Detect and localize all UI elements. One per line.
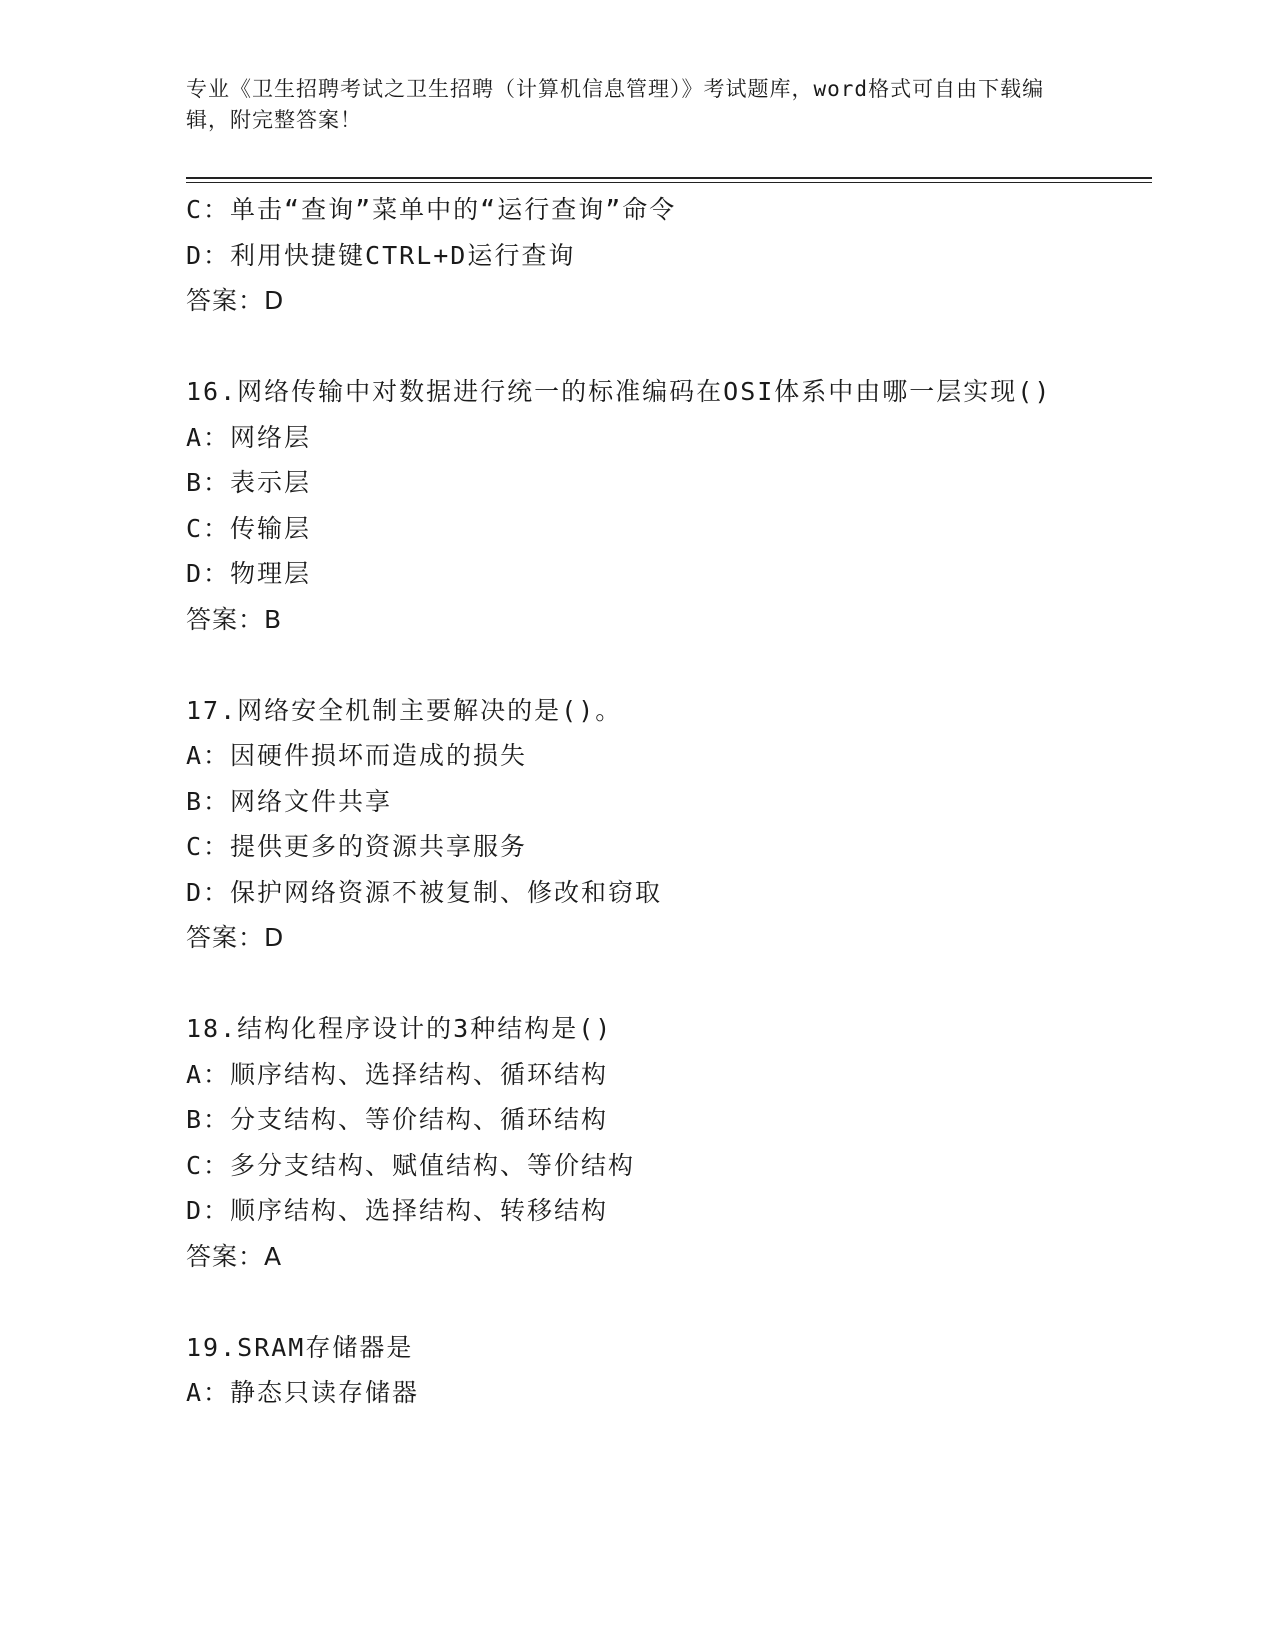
question-16-answer: 答案：B bbox=[186, 604, 283, 634]
question-19-stem: 19.SRAM存储器是 bbox=[186, 1332, 414, 1362]
question-18-option-c: C：多分支结构、赋值结构、等价结构 bbox=[186, 1150, 636, 1180]
question-16-option-b: B：表示层 bbox=[186, 468, 312, 497]
question-16-option-c: C：传输层 bbox=[186, 513, 312, 543]
question-16-option-a: A：网络层 bbox=[186, 422, 312, 452]
question-18-option-b: B：分支结构、等价结构、循环结构 bbox=[186, 1105, 609, 1134]
question-17-option-c: C：提供更多的资源共享服务 bbox=[186, 832, 528, 861]
spacer bbox=[186, 642, 1086, 688]
question-16-option-d: D：物理层 bbox=[186, 559, 312, 588]
question-15-option-d: D：利用快捷键CTRL+D运行查询 bbox=[186, 240, 576, 270]
question-15-answer: 答案：D bbox=[186, 286, 285, 315]
header-intro-text: 专业《卫生招聘考试之卫生招聘（计算机信息管理）》考试题库，word格式可自由下载编辑，附完整答案！ bbox=[186, 77, 1045, 132]
spacer bbox=[186, 961, 1086, 1007]
question-18-stem: 18.结构化程序设计的3种结构是() bbox=[186, 1014, 613, 1043]
question-19-option-a: A：静态只读存储器 bbox=[186, 1378, 420, 1407]
question-17-option-a: A：因硬件损坏而造成的损失 bbox=[186, 741, 528, 770]
spacer bbox=[186, 1279, 1086, 1325]
header-divider-thin bbox=[186, 182, 1152, 183]
document-header bbox=[186, 74, 1066, 136]
question-18-option-d: D：顺序结构、选择结构、转移结构 bbox=[186, 1196, 609, 1225]
question-17-option-d: D：保护网络资源不被复制、修改和窃取 bbox=[186, 877, 663, 907]
question-18-answer: 答案：A bbox=[186, 1241, 283, 1271]
header-divider-thick bbox=[186, 177, 1152, 179]
question-16-stem: 16.网络传输中对数据进行统一的标准编码在OSI体系中由哪一层实现() bbox=[186, 377, 1052, 406]
spacer bbox=[186, 324, 1086, 370]
question-15-option-c: C：单击“查询”菜单中的“运行查询”命令 bbox=[186, 195, 677, 224]
question-18-option-a: A：顺序结构、选择结构、循环结构 bbox=[186, 1059, 609, 1089]
question-17-stem: 17.网络安全机制主要解决的是()。 bbox=[186, 695, 623, 725]
question-17-answer: 答案：D bbox=[186, 923, 285, 952]
question-list bbox=[186, 187, 1086, 1416]
question-17-option-b: B：网络文件共享 bbox=[186, 786, 393, 816]
